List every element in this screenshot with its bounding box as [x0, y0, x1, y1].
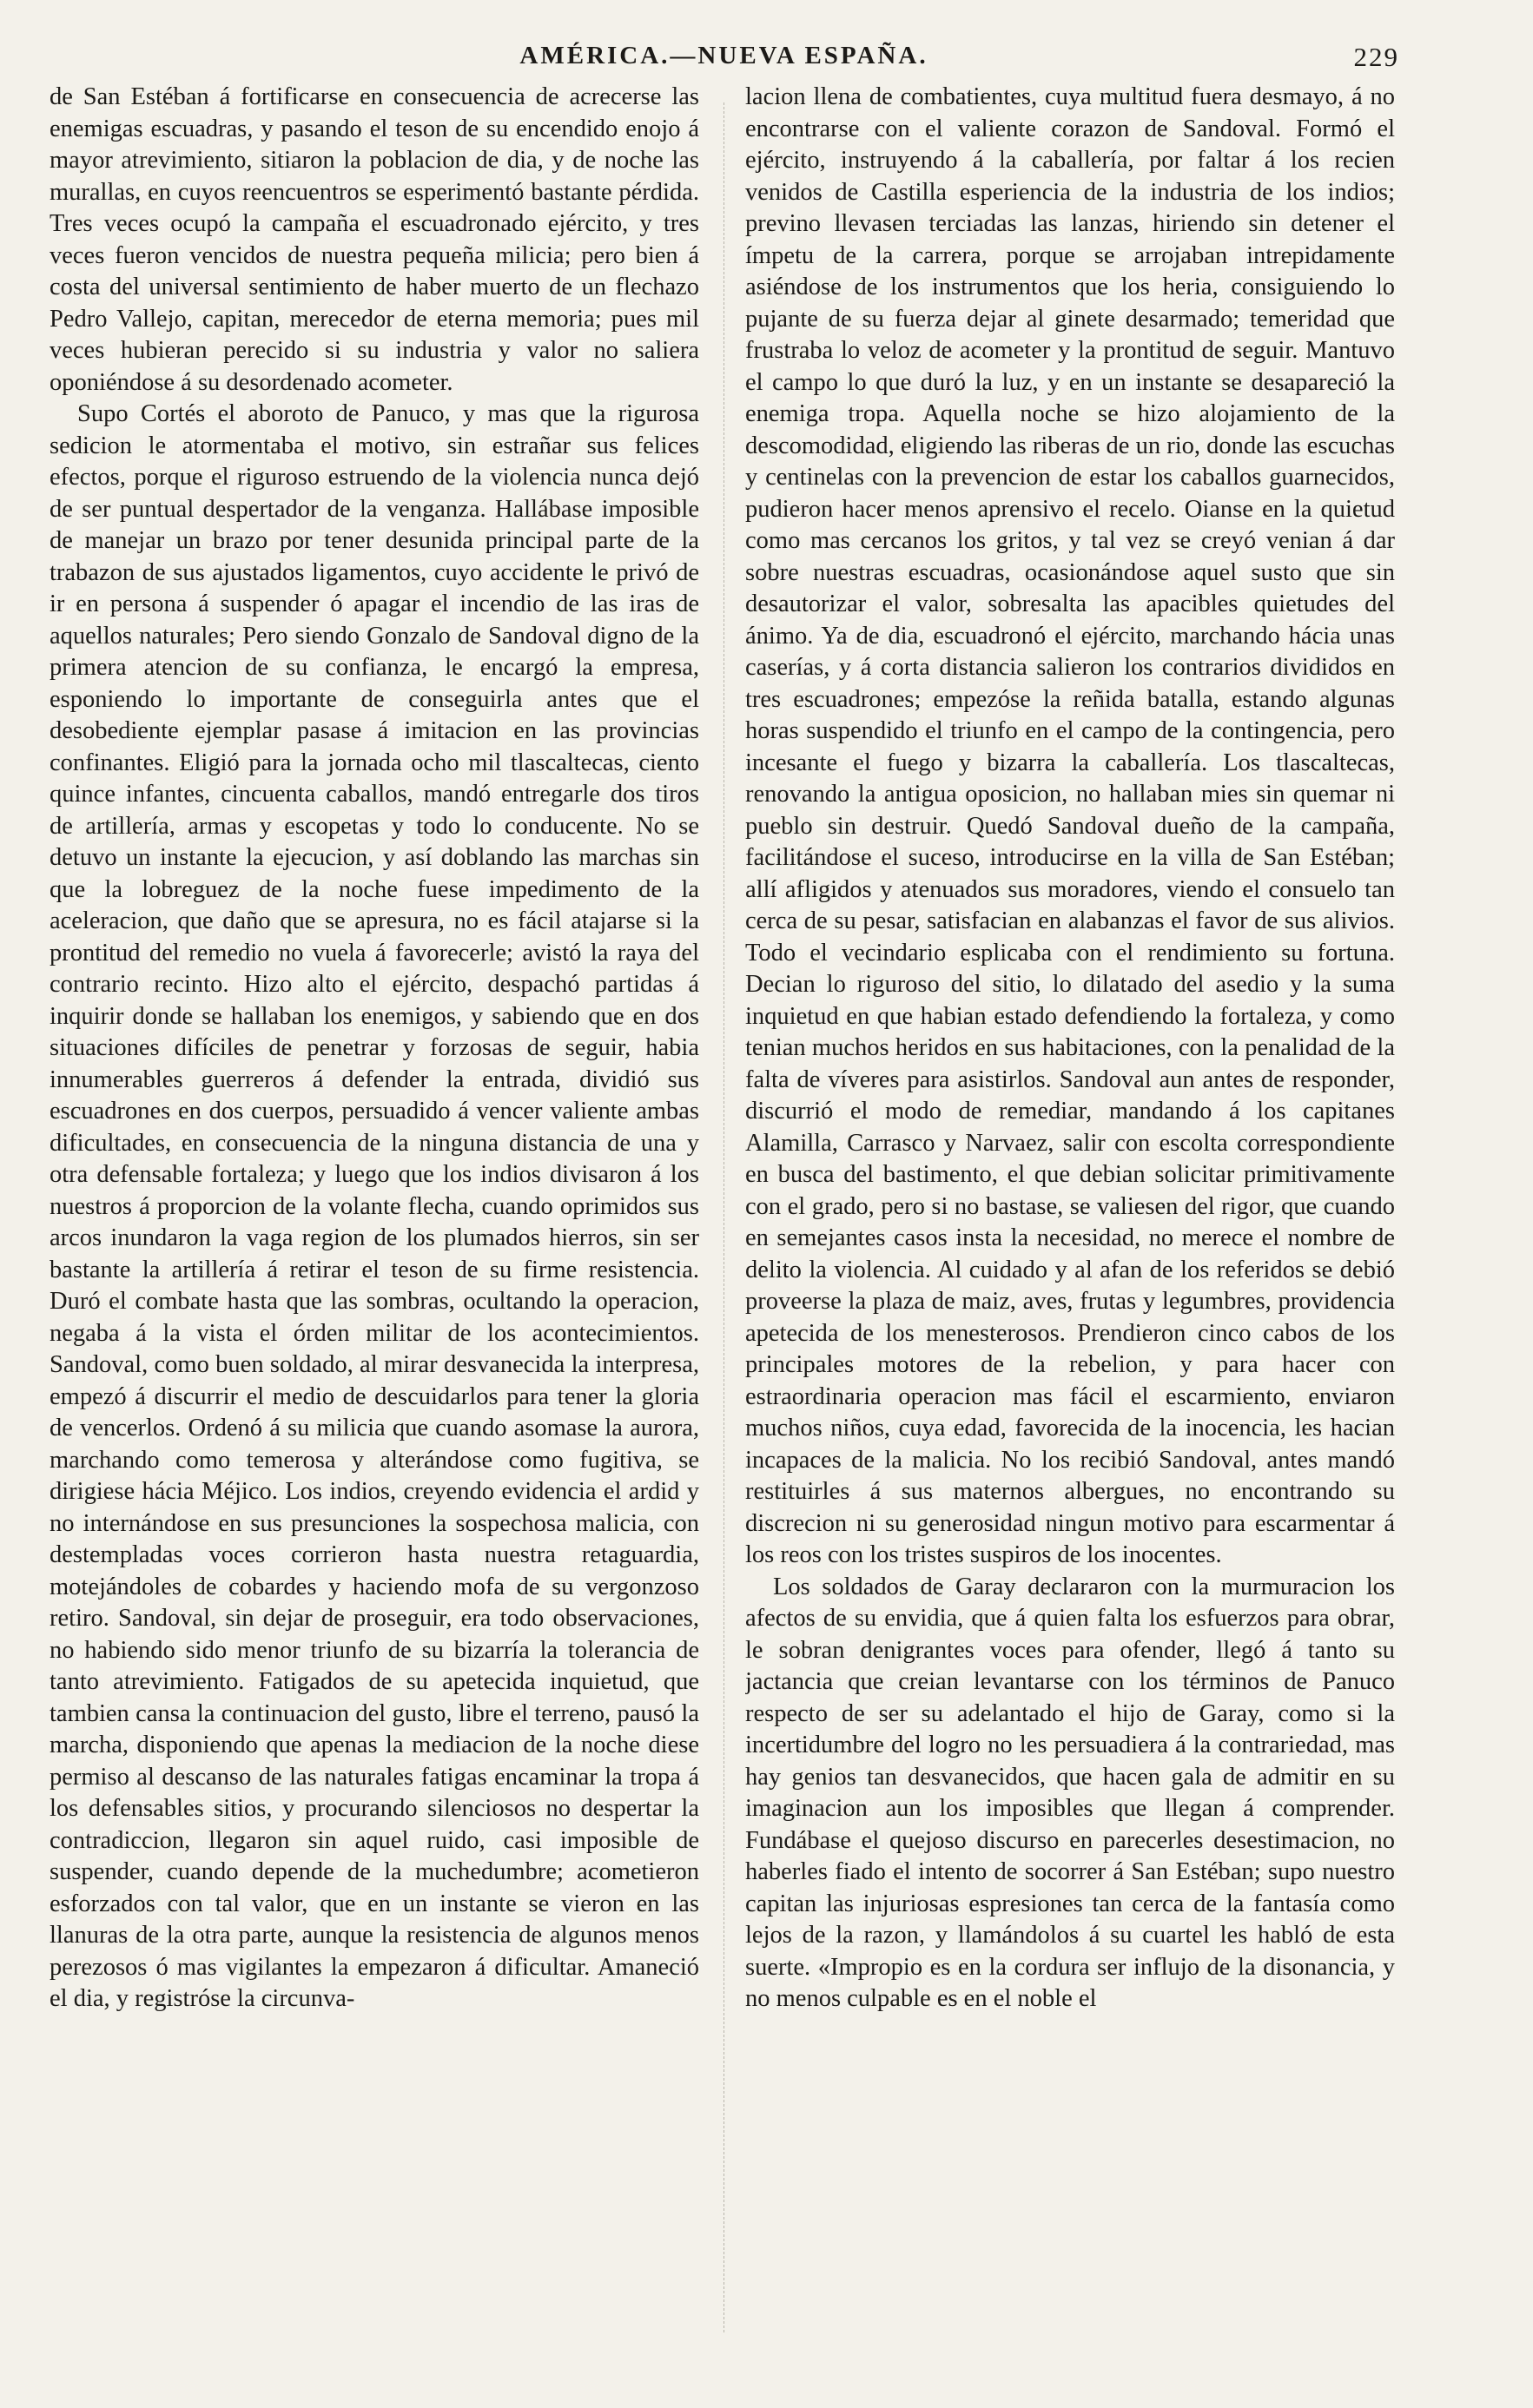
right-column: [745, 82, 1395, 2339]
paragraph-right-1: lacion llena de combatientes, cuya multitud fuera desmayo, á no encontrarse con el valiente corazon de Sandoval. Formó el ejército, instruyendo á la caballería, por faltar á los recien venidos de Castilla esperiencia de la industria de los indios; previno llevasen terciadas las lanzas, hiriendo sin detener el ímpetu de la carrera, porque se arrojaban intrepidamente asiéndose de los instrumentos que los heria, consiguiendo lo pujante de su fuerza dejar al ginete desarmado; temeridad que frustraba lo veloz de acometer y la prontitud de seguir. Mantuvo el campo lo que duró la luz, y en un instante se desapareció la enemiga tropa. Aquella noche se hizo alojamiento de la descomodidad, eligiendo las riberas de un rio, donde las escuchas y centinelas con la prevencion de estar los caballos guarnecidos, pudieron hacer menos aprensivo el recelo. Oianse en la quietud como mas cercanos los gritos, y tal vez se creyó venian á dar sobre nuestras escuadras, ocasionándose aquel susto que sin desautorizar el valor, sobresalta las apacibles quietudes del ánimo. Ya de dia, escuadronó el ejército, marchando hácia unas caserías, y á corta distancia salieron los contrarios divididos en tres escuadrones; empezóse la reñida batalla, estando algunas horas suspendido el triunfo en el campo de la contingencia, pero incesante el fuego y bizarra la caballería. Los tlascaltecas, renovando la antigua oposicion, no hallaban mies sin quemar ni pueblo sin destruir. Quedó Sandoval dueño de la campaña, facilitándose el suceso, introducirse en la villa de San Estéban; allí afligidos y atenuados sus moradores, viendo el consuelo tan cerca de su pesar, satisfacian en alabanzas el favor de sus alivios. Todo el vecindario esplicaba con el rendimiento su fortuna. Decian lo riguroso del sitio, lo dilatado del asedio y la suma inquietud en que habian estado defendiendo la fortaleza, y como tenian muchos heridos en sus habitaciones, con la penalidad de la falta de víveres para asistirlos. Sandoval aun antes de responder, discurrió el modo de remediar, mandando á los capitanes Alamilla, Carrasco y Narvaez, salir con escolta correspondiente en busca del bastimento, el que debian solicitar primitivamente con el grado, pero si no bastase, se valiesen del rigor, que cuando en semejantes casos insta la necesidad, no merece el nombre de delito la violencia. Al cuidado y al afan de los referidos se debió proveerse la plaza de maiz, aves, frutas y legumbres, providencia apetecida de los menesterosos. Prendieron cinco cabos de los principales motores de la rebelion, y para hacer con estraordinaria operacion mas fácil el escarmiento, enviaron muchos niños, cuya edad, favorecida de la inocencia, les hacian incapaces de la malicia. No los recibió Sandoval, antes mandó restituirles á sus maternos albergues, no encontrando su discrecion ni su generosidad ningun motivo para escarmentar á los reos con los tristes suspiros de los inocentes.: [745, 83, 1395, 1568]
running-head: [49, 42, 1399, 85]
paragraph-left-1: de San Estéban á fortificarse en consecuencia de acrecerse las enemigas escuadras, y pasando el teson de su encendido enojo á mayor atrevimiento, sitiaron la poblacion de dia, y de noche las murallas, en cuyos reencuentros se esperimentó bastante pérdida. Tres veces ocupó la campaña el escuadronado ejército, y tres veces fueron vencidos de nuestra pequeña milicia; pero bien á costa del universal sentimiento de haber muerto de un flechazo Pedro Vallejo, capitan, merecedor de eterna memoria; pues mil veces hubieran perecido si su industria y valor no saliera oponiéndose á su desordenado acometer.: [50, 83, 699, 396]
running-title: AMÉRICA.—NUEVA ESPAÑA.: [519, 42, 928, 69]
paragraph-right-2: Los soldados de Garay declararon con la murmuracion los afectos de su envidia, que á quien falta los esfuerzos para obrar, le sobran denigrantes voces para ofender, llegó á tanto su jactancia que creian levantarse con los términos de Panuco respecto de ser su adelantado el hijo de Garay, como si la incertidumbre del logro no les persuadiera á la contrariedad, mas hay genios tan desvanecidos, que hacen gala de admitir en su imaginacion aun los imposibles que llegan á comprender. Fundábase el quejoso discurso en parecerles desestimacion, no haberles fiado el intento de socorrer á San Estéban; supo nuestro capitan las injuriosas espresiones tan cerca de la fantasía como lejos de la razon, y llamándolos á su cuartel les habló de esta suerte. «Impropio es en la cordura ser influjo de la disonancia, y no menos culpable es en el noble el: [745, 1573, 1395, 2012]
left-column: [50, 82, 699, 2339]
paragraph-left-2: Supo Cortés el aboroto de Panuco, y mas que la rigurosa sedicion le atormentaba el motivo, sin estrañar sus felices efectos, porque el riguroso estruendo de la violencia nunca dejó de ser puntual despertador de la venganza. Hallábase imposible de manejar un brazo por tener desunida principal parte de la trabazon de sus ajustados ligamentos, cuyo accidente le privó de ir en persona á suspender ó apagar el incendio de las iras de aquellos naturales; Pero siendo Gonzalo de Sandoval digno de la primera atencion de su confianza, le encargó la empresa, esponiendo lo importante de conseguirla antes que el desobediente ejemplar pasase á imitacion en las provincias confinantes. Eligió para la jornada ocho mil tlascaltecas, ciento quince infantes, cincuenta caballos, mandó entregarle dos tiros de artillería, armas y escopetas y todo lo conducente. No se detuvo un instante la ejecucion, y así doblando las marchas sin que la lobreguez de la noche fuese impedimento de la aceleracion, que daño que se apresura, no es fácil atajarse si la prontitud del remedio no vuela á favorecerle; avistó la raya del contrario recinto. Hizo alto el ejército, despachó partidas á inquirir donde se hallaban los enemigos, y sabiendo que en dos situaciones difíciles de penetrar y forzosas de seguir, habia innumerables guerreros á defender la entrada, dividió sus escuadrones en dos cuerpos, persuadido á vencer valiente ambas dificultades, en consecuencia de la ninguna distancia de una y otra defensable fortaleza; y luego que los indios divisaron á los nuestros á proporcion de la volante flecha, cuando oprimidos sus arcos inundaron la vaga region de los plumados hierros, sin ser bastante la artillería á retirar el teson de su firme resistencia. Duró el combate hasta que las sombras, ocultando la operacion, negaba á la vista el órden militar de los acontecimientos. Sandoval, como buen soldado, al mirar desvanecida la interpresa, empezó á discurrir el medio de descuidarlos para tener la gloria de vencerlos. Ordenó á su milicia que cuando asomase la aurora, marchando como temerosa y alterándose como fugitiva, se dirigiese hácia Méjico. Los indios, creyendo evidencia el ardid y no internándose en sus presunciones la sospechosa malicia, con destempladas voces corrieron hasta nuestra retaguardia, motejándoles de cobardes y haciendo mofa de su vergonzoso retiro. Sandoval, sin dejar de proseguir, era todo observaciones, no habiendo sido menor triunfo de su bizarría la tolerancia de tanto atrevimiento. Fatigados de su apetecida inquietud, que tambien cansa la continuacion del gusto, libre el terreno, pausó la marcha, disponiendo que apenas la mediacion de la noche diese permiso al descanso de las naturales fatigas encaminar la tropa á los defensables sitios, y procurando silenciosos no despertar la contradiccion, llegaron sin aquel ruido, casi imposible de suspender, cuando depende de la muchedumbre; acometieron esforzados con tal valor, que en un instante se vieron en las llanuras de la otra parte, aunque la resistencia de algunos menos perezosos ó mas vigilantes la empezaron á dificultar. Amaneció el dia, y registróse la circunva-: [50, 400, 699, 2012]
page-number: 229: [1353, 42, 1399, 72]
